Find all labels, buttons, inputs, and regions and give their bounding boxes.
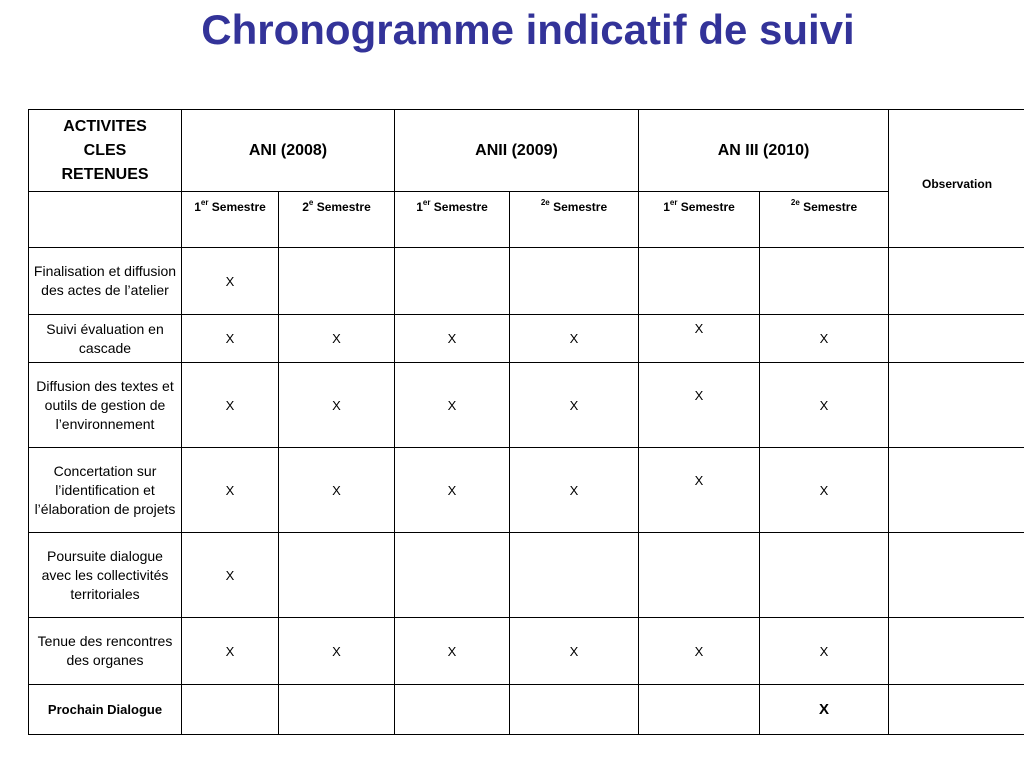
schedule-mark-cell [279, 685, 395, 735]
schedule-mark-cell [182, 618, 279, 685]
semestre-label: Semestre [799, 200, 858, 214]
header-row-semestres [29, 192, 1024, 248]
schedule-mark-cell [639, 315, 760, 363]
semestre-label: Semestre [430, 200, 488, 214]
schedule-mark: X [694, 387, 704, 403]
schedule-mark: X [569, 482, 579, 498]
schedule-mark: X [694, 472, 704, 488]
schedule-mark-cell [395, 248, 510, 315]
schedule-mark: X [447, 331, 457, 346]
schedule-mark: X [225, 397, 235, 413]
schedule-mark: X [225, 482, 235, 498]
schedule-mark-cell [639, 363, 760, 448]
header-observation: Observation [889, 110, 1024, 248]
schedule-mark: X [225, 643, 235, 659]
semestre-superscript: er [669, 198, 678, 207]
header-year-2009: ANII (2009) [395, 110, 639, 192]
semestre-superscript: 2e [790, 198, 800, 207]
activity-cell: Finalisation et diffusion des actes de l’atelier [29, 248, 182, 315]
observation-cell [889, 363, 1024, 448]
schedule-mark-cell [760, 448, 889, 533]
header-row-years [29, 110, 1024, 192]
header-empty-cell [29, 192, 182, 248]
table-row [29, 685, 1024, 735]
schedule-mark-cell [182, 685, 279, 735]
schedule-mark: X [819, 482, 829, 498]
schedule-mark: X [332, 482, 341, 498]
schedule-mark-cell [510, 248, 639, 315]
schedule-mark-cell [279, 618, 395, 685]
activity-cell: Suivi évaluation en cascade [29, 315, 182, 363]
header-semestre [395, 192, 510, 248]
semestre-label: Semestre [677, 200, 735, 214]
schedule-mark-cell [760, 533, 889, 618]
schedule-mark: X [569, 397, 579, 413]
table-row [29, 448, 1024, 533]
schedule-mark-cell [279, 315, 395, 363]
schedule-mark-cell [182, 248, 279, 315]
schedule-mark-cell [510, 315, 639, 363]
schedule-mark-cell [760, 363, 889, 448]
schedule-mark-cell [639, 685, 760, 735]
header-semestre [510, 192, 639, 248]
header-semestre [760, 192, 889, 248]
schedule-mark-cell [510, 448, 639, 533]
semestre-number: 1 [663, 200, 670, 214]
schedule-mark-cell [510, 685, 639, 735]
schedule-mark: X [819, 701, 830, 718]
schedule-mark-cell [279, 363, 395, 448]
table-row [29, 363, 1024, 448]
schedule-mark: X [447, 643, 457, 659]
semestre-label: Semestre [313, 200, 371, 214]
schedule-mark-cell [510, 533, 639, 618]
header-semestre [279, 192, 395, 248]
schedule-mark-cell [395, 315, 510, 363]
table-row [29, 533, 1024, 618]
activity-cell: Diffusion des textes et outils de gestion de l’environnement [29, 363, 182, 448]
semestre-number: 2 [302, 200, 309, 214]
schedule-mark-cell [760, 618, 889, 685]
schedule-mark-cell [760, 685, 889, 735]
activity-cell: Tenue des rencontres des organes [29, 618, 182, 685]
schedule-mark-cell [510, 618, 639, 685]
schedule-mark: X [332, 397, 341, 413]
schedule-mark-cell [279, 533, 395, 618]
semestre-superscript: er [200, 198, 209, 207]
schedule-mark: X [819, 331, 829, 346]
observation-cell [889, 248, 1024, 315]
observation-cell [889, 618, 1024, 685]
header-semestre [182, 192, 279, 248]
schedule-mark-cell [760, 248, 889, 315]
schedule-mark: X [819, 643, 829, 659]
schedule-mark-cell [639, 448, 760, 533]
semestre-number: 1 [416, 200, 423, 214]
schedule-mark-cell [639, 248, 760, 315]
semestre-superscript: 2e [540, 198, 550, 207]
schedule-mark: X [569, 643, 579, 659]
table-row [29, 618, 1024, 685]
semestre-label: Semestre [549, 200, 608, 214]
schedule-mark: X [819, 397, 829, 413]
observation-cell [889, 448, 1024, 533]
schedule-mark-cell [279, 448, 395, 533]
semestre-label: Semestre [208, 200, 266, 214]
header-activites-line: ACTIVITES [63, 117, 147, 135]
schedule-mark: X [569, 331, 579, 346]
header-activites-line: RETENUES [61, 165, 149, 183]
semestre-superscript: e [308, 198, 314, 207]
table-row [29, 248, 1024, 315]
observation-cell [889, 685, 1024, 735]
schedule-mark-cell [760, 315, 889, 363]
schedule-mark-cell [395, 363, 510, 448]
schedule-mark-cell [639, 618, 760, 685]
semestre-superscript: er [422, 198, 431, 207]
schedule-mark: X [225, 273, 235, 289]
activity-cell: Prochain Dialogue [29, 685, 182, 735]
schedule-mark-cell [395, 618, 510, 685]
schedule-mark-cell [279, 248, 395, 315]
schedule-mark-cell [182, 315, 279, 363]
schedule-mark: X [694, 643, 704, 659]
schedule-mark: X [332, 331, 341, 346]
observation-cell [889, 315, 1024, 363]
header-semestre [639, 192, 760, 248]
header-year-2010: AN III (2010) [639, 110, 889, 192]
header-activites [29, 110, 182, 192]
schedule-mark: X [332, 643, 341, 659]
activity-cell: Poursuite dialogue avec les collectivités territoriales [29, 533, 182, 618]
schedule-mark: X [694, 321, 704, 336]
header-activites-line: CLES [83, 141, 127, 159]
schedule-mark-cell [182, 363, 279, 448]
schedule-mark: X [225, 567, 235, 583]
schedule-mark: X [447, 482, 457, 498]
semestre-number: 1 [194, 200, 201, 214]
observation-cell [889, 533, 1024, 618]
schedule-mark: X [225, 331, 235, 346]
header-year-2008: ANI (2008) [182, 110, 395, 192]
schedule-mark-cell [510, 363, 639, 448]
schedule-mark-cell [182, 448, 279, 533]
schedule-mark-cell [182, 533, 279, 618]
schedule-mark-cell [395, 448, 510, 533]
chronogram-table [28, 109, 1024, 735]
schedule-mark-cell [395, 685, 510, 735]
schedule-mark-cell [639, 533, 760, 618]
page-title: Chronogramme indicatif de suivi [201, 6, 855, 53]
table-row [29, 315, 1024, 363]
schedule-mark-cell [395, 533, 510, 618]
schedule-mark: X [447, 397, 457, 413]
activity-cell: Concertation sur l’identification et l’élaboration de projets [29, 448, 182, 533]
